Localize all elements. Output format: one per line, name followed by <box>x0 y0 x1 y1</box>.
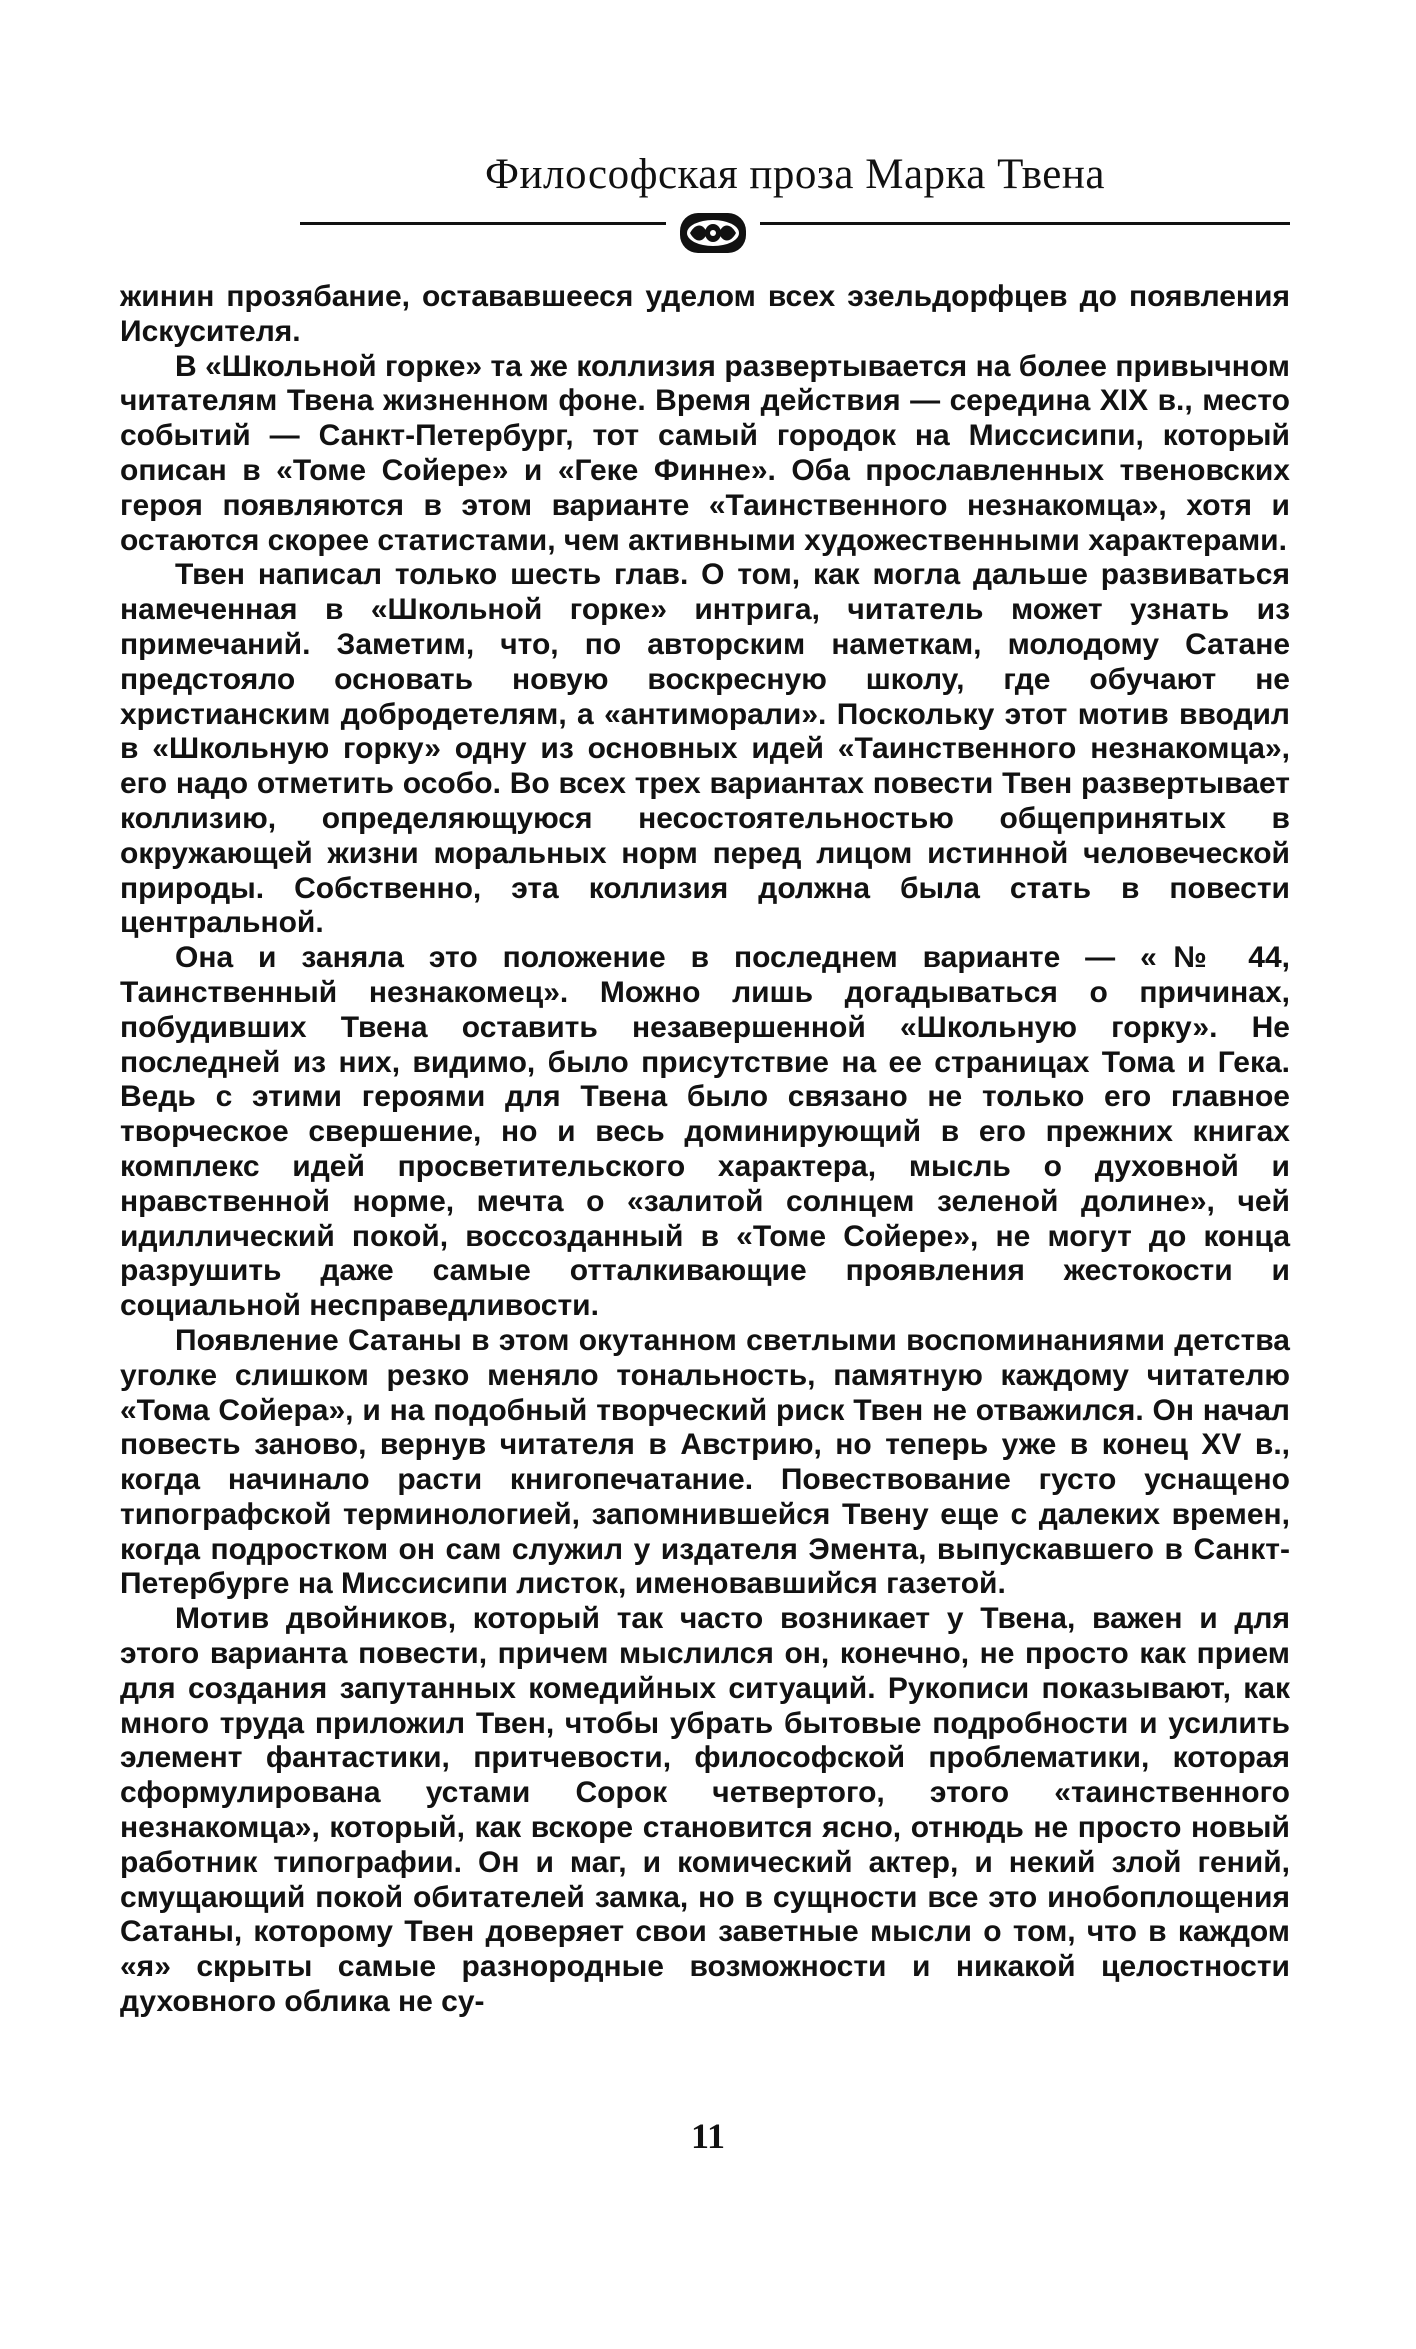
paragraph: В «Школьной горке» та же коллизия развертывается на более привычном читателям Твена жизненном фоне. Время действия — середина XIX в., место событий — Санкт-Петербург, тот самый городок на Миссисипи, который описан в «Томе Сойере» и «Геке Финне». Оба прославленных твеновских героя появляются в этом варианте «Таинственного незнакомца», хотя и остаются скорее статистами, чем активными художественными характерами. <box>120 349 1290 557</box>
running-title: Философская проза Марка Твена <box>485 151 1105 198</box>
paragraph: Мотив двойников, который так часто возникает у Твена, важен и для этого варианта повести, причем мыслился он, конечно, не просто как прием для создания запутанных комедийных ситуаций. Рукописи показывают, как много труда приложил Твен, чтобы убрать бытовые подробности и усилить элемент фантастики, притчевости, философской проблематики, которая сформулирована устами Сорок четвертого, этого «таинственного незнакомца», который, как вскоре становится ясно, отнюдь не просто новый работник типографии. Он и маг, и комический актер, и некий злой гений, смущающий покой обитателей замка, но в сущности все это инобоплощения Сатаны, которому Твен доверяет свои заветные мысли о том, что в каждом «я» скрыты самые разнородные возможности и никакой целостности духовного облика не су- <box>120 1602 1290 2019</box>
floral-ornament-icon <box>666 210 760 256</box>
body-text <box>120 280 1290 2020</box>
paragraph: Появление Сатаны в этом окутанном светлыми воспоминаниями детства уголке слишком резко меняло тональность, памятную каждому читателю «Тома Сойера», и на подобный творческий риск Твен не отважился. Он начал повесть заново, вернув читателя в Австрию, но теперь уже в конец XV в., когда начинало расти книгопечатание. Повествование густо уснащено типографской терминологией, запомнившейся Твену еще с далеких времен, когда подростком он сам служил у издателя Эмента, выпускавшего в Санкт-Петербурге на Миссисипи листок, именовавшийся газетой. <box>120 1323 1290 1601</box>
header-rule <box>300 222 1290 225</box>
page-number: 11 <box>690 2116 725 2156</box>
paragraph: жинин прозябание, остававшееся уделом всех эзельдорфцев до появления Искусителя. <box>120 280 1290 348</box>
paragraph: Она и заняла это положение в последнем варианте — «№ 44, Таинственный незнакомец». Можно лишь догадываться о причинах, побудивших Твена оставить незавершенной «Школьную горку». Не последней из них, видимо, было присутствие на ее страницах Тома и Гека. Ведь с этими героями для Твена было связано не только его главное творческое свершение, но и весь доминирующий в его прежних книгах комплекс идей просветительского характера, мысль о духовной и нравственной норме, мечта о «залитой солнцем зеленой долине», чей идиллический покой, воссозданный в «Томе Сойере», не могут до конца разрушить даже самые отталкивающие проявления жестокости и социальной несправедливости. <box>120 941 1290 1323</box>
paragraph: Твен написал только шесть глав. О том, как могла дальше развиваться намеченная в «Школьной горке» интрига, читатель может узнать из примечаний. Заметим, что, по авторским наметкам, молодому Сатане предстояло основать новую воскресную школу, где обучают не христианским добродетелям, а «антиморали». Поскольку этот мотив вводил в «Школьную горку» одну из основных идей «Таинственного незнакомца», его надо отметить особо. Во всех трех вариантах повести Твен развертывает коллизию, определяющуюся несостоятельностью общепринятых в окружающей жизни моральных норм перед лицом истинной человеческой природы. Собственно, эта коллизия должна была стать в повести центральной. <box>120 558 1290 940</box>
